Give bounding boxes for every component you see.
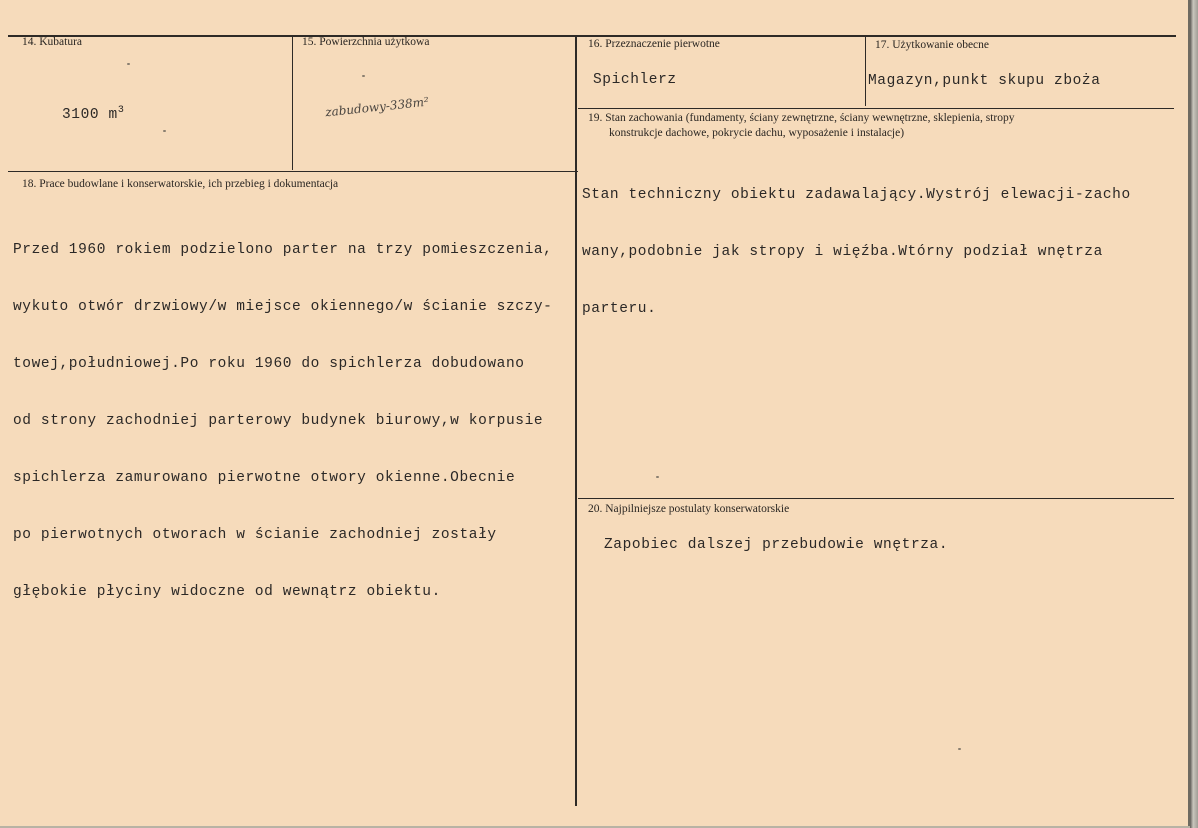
text-line: towej,południowej.Po roku 1960 do spichlerza dobudowano (13, 356, 525, 372)
field-20-top-rule (578, 498, 1174, 499)
paper-speck (163, 130, 166, 132)
paper-speck (127, 63, 130, 65)
text-line: wany,podobnie jak stropy i więźba.Wtórny podział wnętrza (582, 244, 1103, 260)
paper-speck (958, 748, 961, 750)
divider-14-15 (292, 36, 293, 170)
text-line: po pierwotnych otworach w ścianie zachodniej zostały (13, 527, 497, 543)
divider-center (575, 36, 577, 806)
field-15-label: 15. Powierzchnia użytkowa (302, 36, 430, 48)
field-18-text (13, 206, 552, 637)
field-14-label: 14. Kubatura (22, 36, 83, 48)
text-line: od strony zachodniej parterowy budynek biurowy,w korpusie (13, 413, 544, 429)
volume-exponent: 3 (117, 105, 125, 116)
text-line: parteru. (582, 301, 657, 317)
field-19-label (588, 111, 1015, 141)
field-19-top-rule (578, 108, 1174, 109)
field-18-top-rule (8, 171, 578, 172)
field-16-label: 16. Przeznaczenie pierwotne (588, 38, 720, 50)
paper-speck (362, 75, 365, 77)
paper-speck (656, 476, 659, 478)
scan-edge (1190, 0, 1198, 828)
field-19-label-line-2: konstrukcje dachowe, pokrycie dachu, wyposażenie i instalacje) (609, 127, 905, 139)
field-19-text (582, 151, 1131, 354)
field-18-label: 18. Prace budowlane i konserwatorskie, ich przebieg i dokumentacja (22, 178, 339, 190)
text-line: spichlerza zamurowano pierwotne otwory okienne.Obecnie (13, 470, 516, 486)
field-20-label: 20. Najpilniejsze postulaty konserwatorskie (588, 503, 790, 515)
text-line: głębokie płyciny widoczne od wewnątrz obiektu. (13, 584, 441, 600)
divider-16-17 (865, 36, 866, 106)
field-17-value: Magazyn,punkt skupu zboża (868, 73, 1101, 89)
field-19-label-line-1: 19. Stan zachowania (fundamenty, ściany zewnętrzne, ściany wewnętrzne, sklepienia, stropy (588, 112, 1015, 124)
field-17-label: 17. Użytkowanie obecne (875, 39, 990, 51)
field-16-value: Spichlerz (593, 72, 677, 88)
field-14-value (62, 105, 124, 123)
volume-text: 3100 m (62, 106, 118, 123)
field-15-handwritten-note: zabudowy-338m² (324, 94, 430, 120)
text-line: Przed 1960 rokiem podzielono parter na trzy pomieszczenia, (13, 242, 553, 258)
text-line: wykuto otwór drzwiowy/w miejsce okiennego/w ścianie szczy- (13, 299, 553, 315)
field-20-value: Zapobiec dalszej przebudowie wnętrza. (604, 537, 949, 553)
text-line: Stan techniczny obiektu zadawalający.Wystrój elewacji-zacho (582, 187, 1131, 203)
